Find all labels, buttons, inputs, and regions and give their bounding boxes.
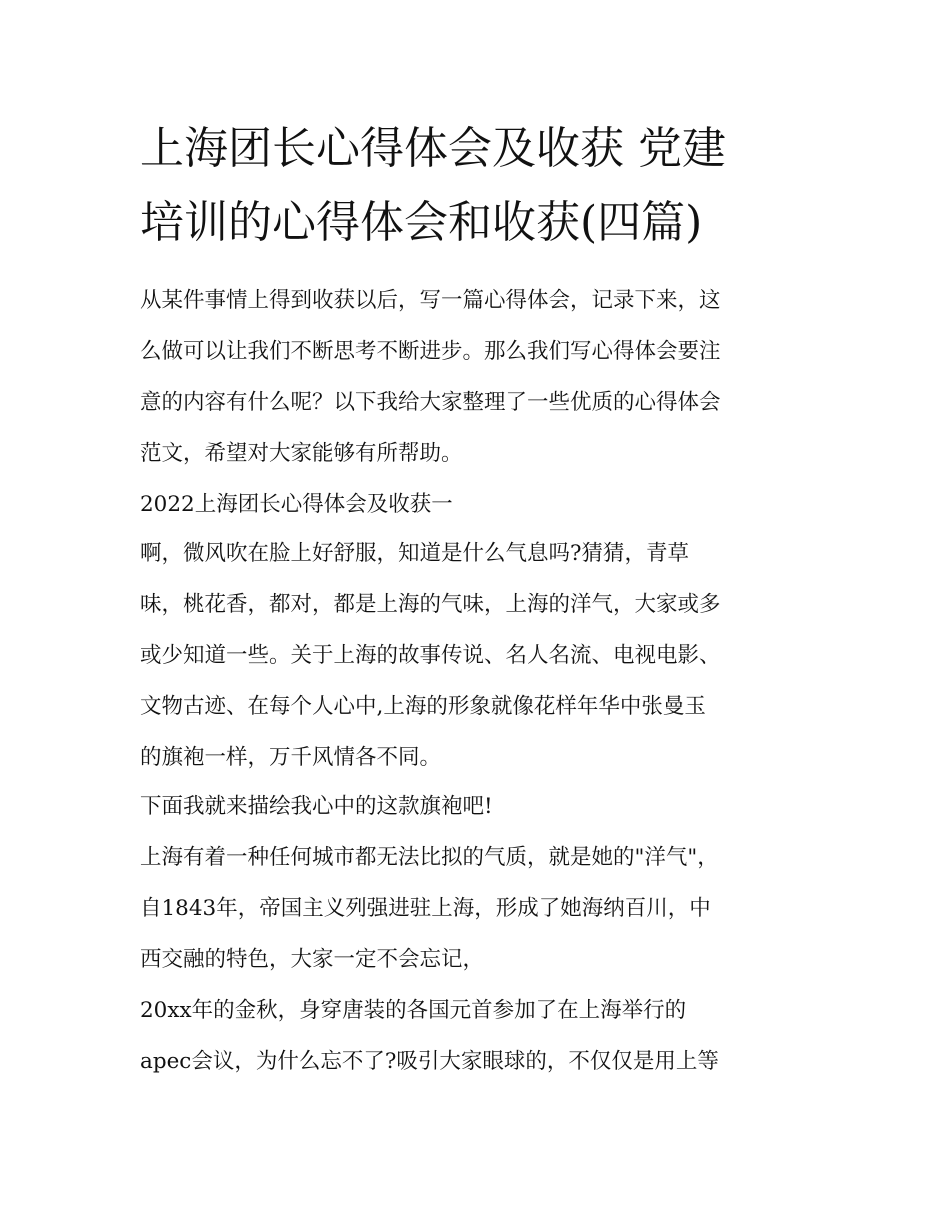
paragraph-line: 从某件事情上得到收获以后，写一篇心得体会，记录下来，这	[140, 288, 721, 313]
paragraph-line: 上海有着一种任何城市都无法比拟的气质，就是她的"洋气"，	[140, 845, 719, 870]
paragraph-line: 味，桃花香，都对，都是上海的气味，上海的洋气，大家或多	[140, 592, 721, 617]
title-line: 培训的心得体会和收获(四篇)	[140, 197, 703, 248]
paragraph-line: 下面我就来描绘我心中的这款旗袍吧!	[140, 794, 493, 819]
paragraph-line: 么做可以让我们不断思考不断进步。那么我们写心得体会要注	[140, 339, 721, 364]
paragraph-line: 啊，微风吹在脸上好舒服，知道是什么气息吗?猜猜，青草	[140, 541, 690, 566]
paragraph-line: 自1843年，帝国主义列强进驻上海，形成了她海纳百川，中	[140, 896, 711, 921]
paragraph-line: 范文，希望对大家能够有所帮助。	[140, 441, 463, 466]
paragraph-line: 或少知道一些。关于上海的故事传说、名人名流、电视电影、	[140, 643, 721, 668]
title-line: 上海团长心得体会及收获 党建	[140, 123, 726, 174]
paragraph-line: 意的内容有什么呢？以下我给大家整理了一些优质的心得体会	[140, 390, 721, 415]
paragraph-line: 文物古迹、在每个人心中,上海的形象就像花样年华中张曼玉	[140, 694, 706, 719]
document-title	[140, 112, 820, 260]
section-heading: 2022上海团长心得体会及收获一	[140, 492, 453, 517]
paragraph-line: apec会议，为什么忘不了?吸引大家眼球的，不仅仅是用上等	[140, 1049, 719, 1074]
paragraph-line: 的旗袍一样，万千风情各不同。	[140, 745, 442, 770]
paragraph-line: 20xx年的金秋，身穿唐装的各国元首参加了在上海举行的	[140, 998, 687, 1023]
paragraph-line: 西交融的特色，大家一定不会忘记，	[140, 947, 485, 972]
